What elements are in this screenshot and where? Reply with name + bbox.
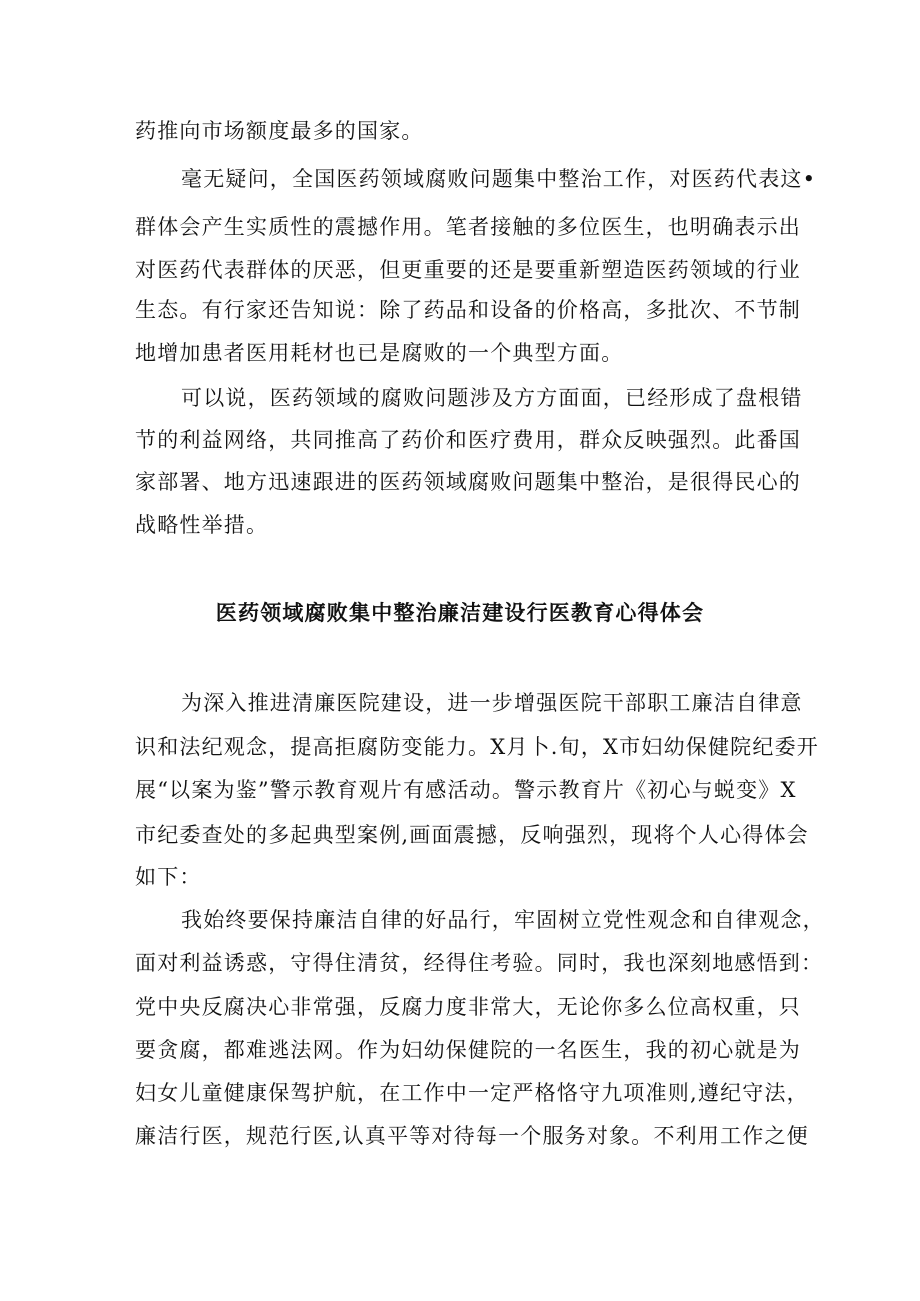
paragraph-line: 廉洁行医，规范行医,认真平等对待每一个服务对象。不利用工作之便 — [135, 1124, 809, 1148]
paragraph-line: 可以说，医药领域的腐败问题涉及方方面面，已经形成了盘根错 — [181, 386, 803, 410]
paragraph-line: 妇女儿童健康保驾护航，在工作中一定严格恪守九项准则,遵纪守法， — [135, 1081, 809, 1105]
paragraph-line: 面对利益诱惑，守得住清贫，经得住考验。同时，我也深刻地感悟到： — [135, 951, 824, 975]
paragraph-line: 药推向市场额度最多的国家。 — [135, 119, 424, 143]
paragraph-line: 毫无疑问，全国医药领域腐败问题集中整治工作，对医药代表这• — [181, 167, 817, 191]
paragraph-line: 识和法纪观念，提高拒腐防变能力。X月卜.旬，X市妇幼保健院纪委开 — [135, 735, 819, 759]
paragraph-line: 如下： — [135, 865, 202, 889]
paragraph-line: 对医药代表群体的厌恶，但更重要的还是要重新塑造医药领域的行业 — [135, 258, 801, 282]
article-title: 医药领域腐败集中整治廉洁建设行医教育心得体会 — [215, 601, 705, 625]
paragraph-line: 战略性举措。 — [135, 513, 269, 537]
paragraph-line: 节的利益网络，共同推高了药价和医疗费用，群众反映强烈。此番国 — [135, 428, 801, 452]
paragraph-line: 生态。有行家还告知说：除了药品和设备的价格高，多批次、不节制 — [135, 298, 801, 322]
paragraph-line: 群体会产生实质性的震撼作用。笔者接触的多位医生，也明确表示出 — [135, 215, 801, 239]
paragraph-line: 家部署、地方迅速跟进的医药领域腐败问题集中整治，是很得民心的 — [135, 470, 801, 494]
paragraph-line: 要贪腐，都难逃法网。作为妇幼保健院的一名医生，我的初心就是为 — [135, 1038, 801, 1062]
paragraph-line: 党中央反腐决心非常强，反腐力度非常大，无论你多么位高权重，只 — [135, 995, 801, 1019]
paragraph-line: 地增加患者医用耗材也已是腐败的一个典型方面。 — [135, 341, 624, 365]
paragraph-line: 市纪委查处的多起典型案例,画面震撼，反响强烈，现将个人心得体会 — [135, 823, 809, 847]
paragraph-line: 展“以案为鉴”警示教育观片有感活动。警示教育片《初心与蜕变》X — [135, 778, 797, 802]
paragraph-line: 我始终要保持廉洁自律的好品行，牢固树立党性观念和自律观念， — [181, 908, 825, 932]
paragraph-line: 为深入推进清廉医院建设，进一步增强医院干部职工廉洁自律意 — [181, 691, 803, 715]
